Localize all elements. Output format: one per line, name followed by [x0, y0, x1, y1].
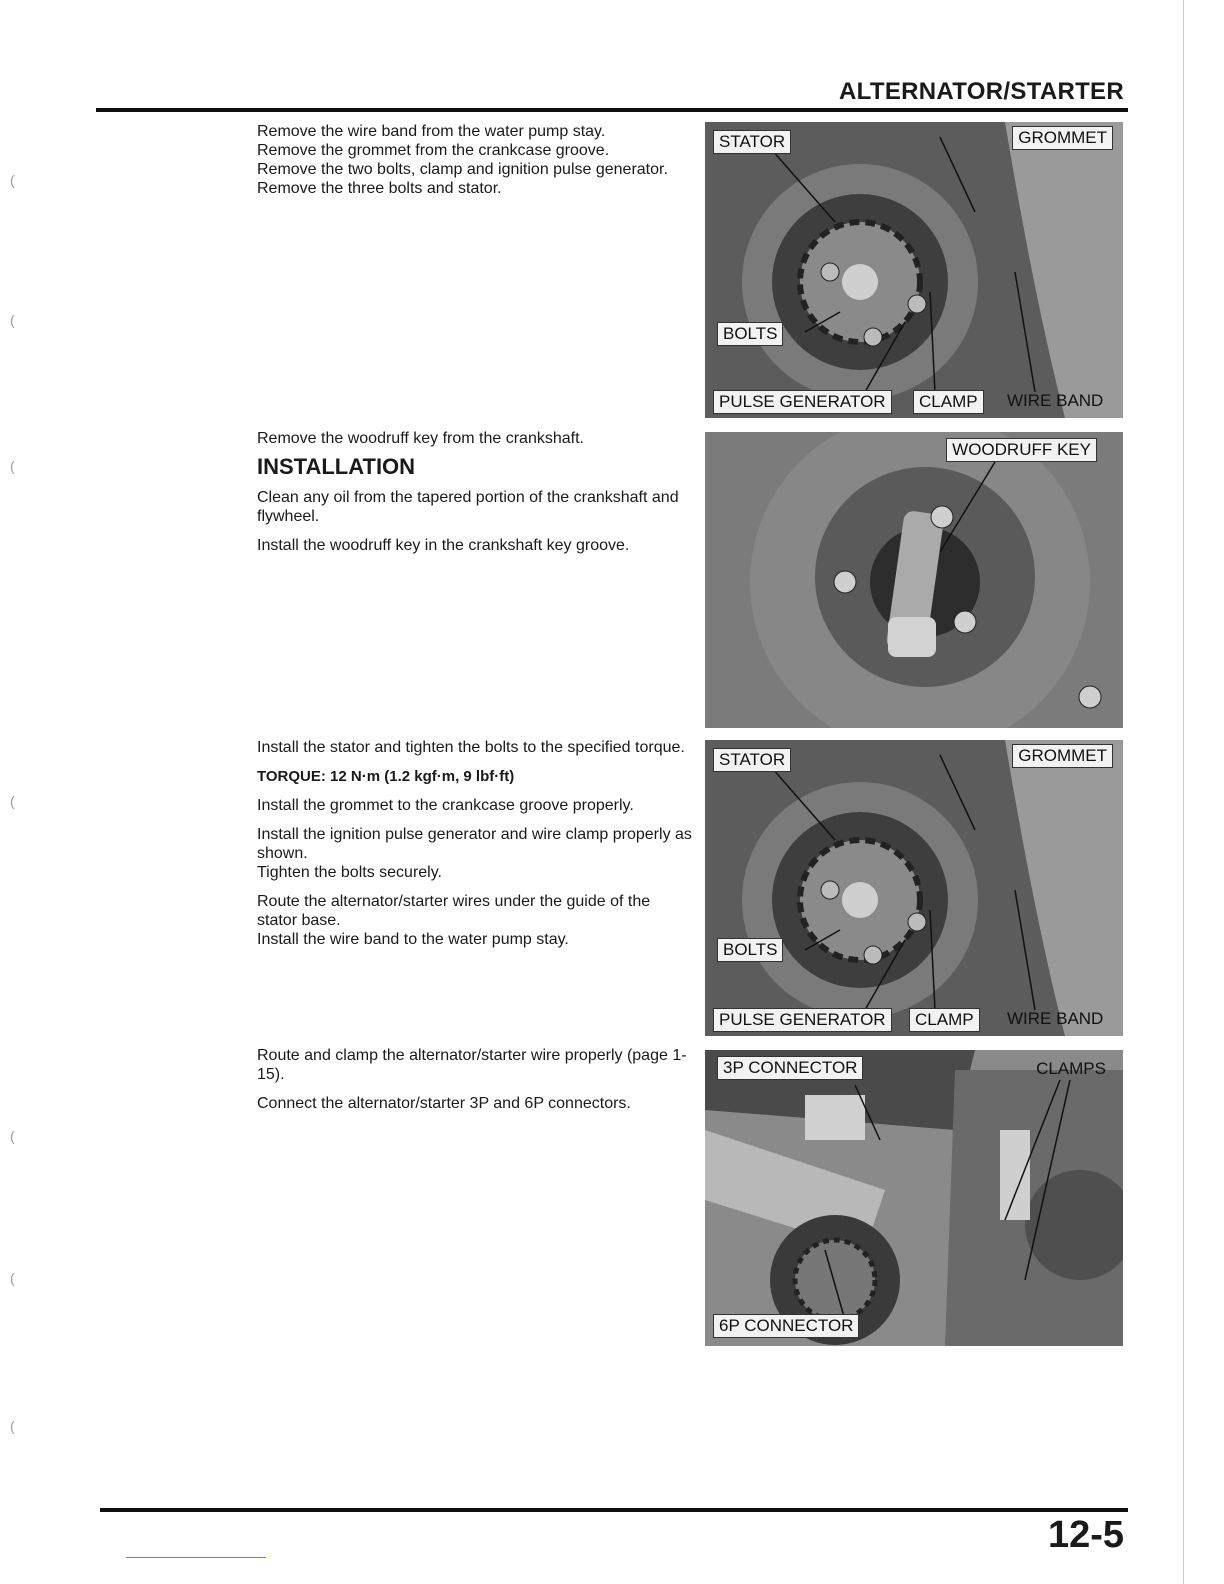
removal-steps: [257, 122, 693, 198]
stator-install-steps: [257, 738, 693, 959]
binding-mark: (: [10, 312, 15, 328]
connector-steps: [257, 1046, 693, 1123]
clamp-label: CLAMP: [909, 1008, 980, 1032]
step-text: Remove the wire band from the water pump stay.: [257, 123, 606, 140]
woodruff-key-photo: [705, 432, 1123, 728]
step-text: Connect the alternator/starter 3P and 6P connectors.: [257, 1095, 631, 1112]
step-text: Install the ignition pulse generator and wire clamp properly as shown.: [257, 826, 692, 862]
connectors-illustration: [705, 1050, 1123, 1346]
page-edge: [1183, 0, 1184, 1584]
step-text: Route and clamp the alternator/starter wire properly (page 1-15).: [257, 1047, 687, 1083]
page-number: 12-5: [1047, 1514, 1124, 1556]
torque-spec: TORQUE: 12 N·m (1.2 kgf·m, 9 lbf·ft): [257, 768, 515, 785]
bolts-label: BOLTS: [717, 322, 783, 346]
stator-illustration: [705, 122, 1123, 418]
header-rule: [96, 108, 1128, 112]
binding-mark: (: [10, 793, 15, 809]
woodruff-removal: [257, 429, 693, 448]
binding-mark: (: [10, 458, 15, 474]
connectors-photo: [705, 1050, 1123, 1346]
page-header-title: ALTERNATOR/STARTER: [839, 78, 1124, 105]
clamps-label: CLAMPS: [1036, 1059, 1106, 1078]
pulse-generator-label: PULSE GENERATOR: [713, 1008, 892, 1032]
installation-steps: [257, 488, 693, 565]
binding-mark: (: [10, 1270, 15, 1286]
binding-mark: (: [10, 172, 15, 188]
step-text: Remove the three bolts and stator.: [257, 180, 502, 197]
step-text: Route the alternator/starter wires under the guide of the stator base.: [257, 893, 651, 929]
step-text: Remove the grommet from the crankcase groove.: [257, 142, 610, 159]
clamp-label: CLAMP: [913, 390, 984, 414]
stator-removal-photo: [705, 122, 1123, 418]
binding-mark: (: [10, 1418, 15, 1434]
step-text: Install the wire band to the water pump stay.: [257, 931, 569, 948]
installation-heading: INSTALLATION: [257, 454, 416, 479]
wire-band-label: WIRE BAND: [1007, 1009, 1104, 1028]
woodruff-key-label: WOODRUFF KEY: [946, 438, 1097, 462]
step-text: Remove the two bolts, clamp and ignition pulse generator.: [257, 161, 668, 178]
wire-band-label: WIRE BAND: [1007, 391, 1104, 410]
3p-connector-label: 3P CONNECTOR: [717, 1056, 863, 1080]
step-text: Install the stator and tighten the bolts to the specified torque.: [257, 739, 685, 756]
crankshaft-illustration: [705, 432, 1123, 728]
step-text: Install the woodruff key in the crankshaft key groove.: [257, 537, 630, 554]
grommet-label: GROMMET: [1012, 126, 1113, 150]
grommet-label: GROMMET: [1012, 744, 1113, 768]
step-text: Install the grommet to the crankcase groove properly.: [257, 797, 634, 814]
stator-label: STATOR: [713, 130, 791, 154]
6p-connector-label: 6P CONNECTOR: [713, 1314, 859, 1338]
bolts-label: BOLTS: [717, 938, 783, 962]
step-text: Clean any oil from the tapered portion of the crankshaft and flywheel.: [257, 489, 679, 525]
scan-artifact-line: [126, 1557, 266, 1558]
stator-install-photo: [705, 740, 1123, 1036]
pulse-generator-label: PULSE GENERATOR: [713, 390, 892, 414]
step-text: Tighten the bolts securely.: [257, 864, 442, 881]
footer-rule: [100, 1508, 1128, 1512]
binding-mark: (: [10, 1128, 15, 1144]
stator-label: STATOR: [713, 748, 791, 772]
stator-illustration: [705, 740, 1123, 1036]
step-text: Remove the woodruff key from the crankshaft.: [257, 430, 584, 447]
